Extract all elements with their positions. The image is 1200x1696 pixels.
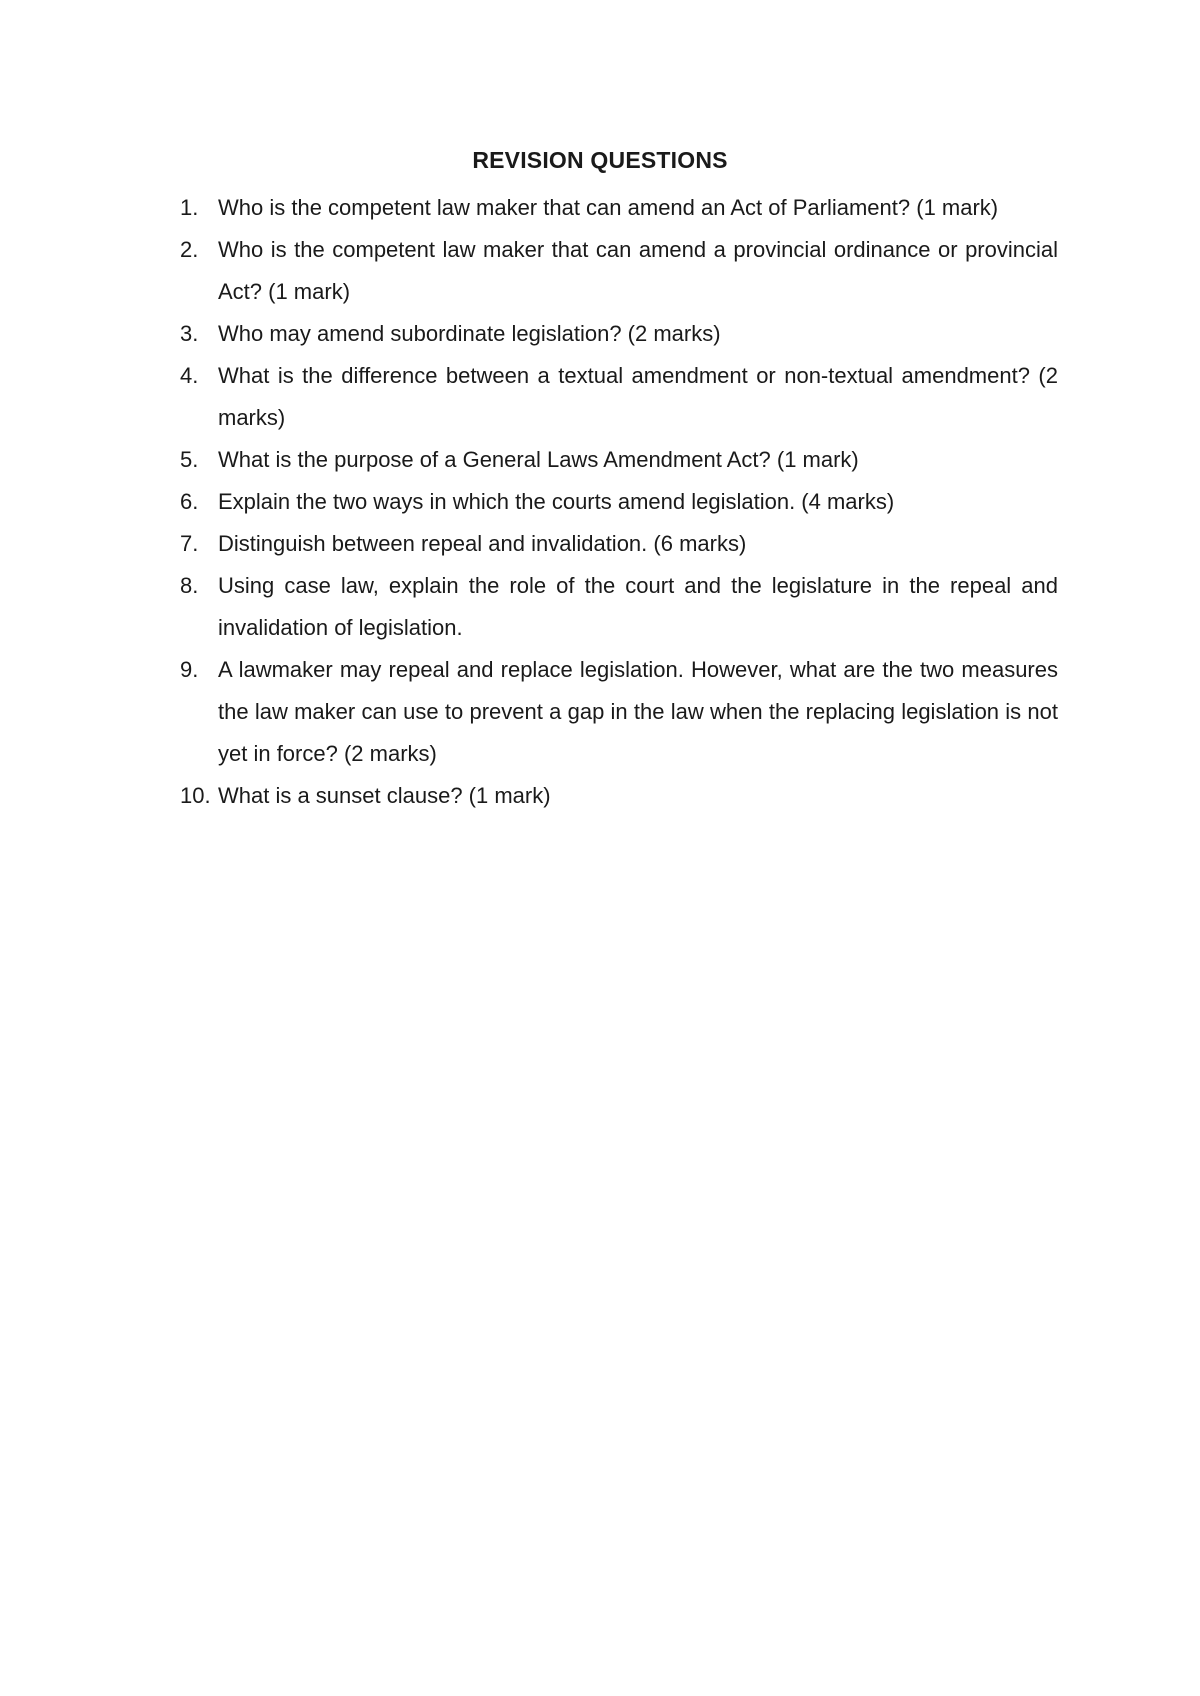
question-item [180,565,1058,649]
question-text: Who is the competent law maker that can amend a provincial ordinance or provincial Act? (1 mark) [218,237,1058,304]
question-text: What is the difference between a textual amendment or non-textual amendment? (2 marks) [218,363,1058,430]
question-number: 8. [180,573,199,598]
question-item [180,523,1058,565]
question-number: 5. [180,447,199,472]
page-title: REVISION QUESTIONS [472,147,728,173]
question-text: Distinguish between repeal and invalidation. (6 marks) [218,531,747,556]
question-text: Who is the competent law maker that can amend an Act of Parliament? (1 mark) [218,195,999,220]
question-number: 10. [180,783,211,808]
question-item [180,187,1058,229]
question-item [180,481,1058,523]
question-item [180,355,1058,439]
question-item [180,313,1058,355]
question-number: 7. [180,531,199,556]
question-item [180,649,1058,775]
question-item [180,775,1058,817]
question-text: What is a sunset clause? (1 mark) [218,783,551,808]
question-number: 4. [180,363,199,388]
question-text: Using case law, explain the role of the court and the legislature in the repeal and invalidation of legislation. [218,573,1058,640]
question-text: A lawmaker may repeal and replace legislation. However, what are the two measures the law maker can use to prevent a gap in the law when the replacing legislation is not yet in force? (2 marks) [218,657,1058,766]
question-list [180,187,1058,817]
question-number: 6. [180,489,199,514]
question-text: Who may amend subordinate legislation? (2 marks) [218,321,721,346]
question-item [180,229,1058,313]
question-number: 1. [180,195,199,220]
question-item [180,439,1058,481]
question-number: 2. [180,237,199,262]
question-text: What is the purpose of a General Laws Amendment Act? (1 mark) [218,447,859,472]
question-number: 3. [180,321,199,346]
question-text: Explain the two ways in which the courts amend legislation. (4 marks) [218,489,895,514]
question-number: 9. [180,657,199,682]
